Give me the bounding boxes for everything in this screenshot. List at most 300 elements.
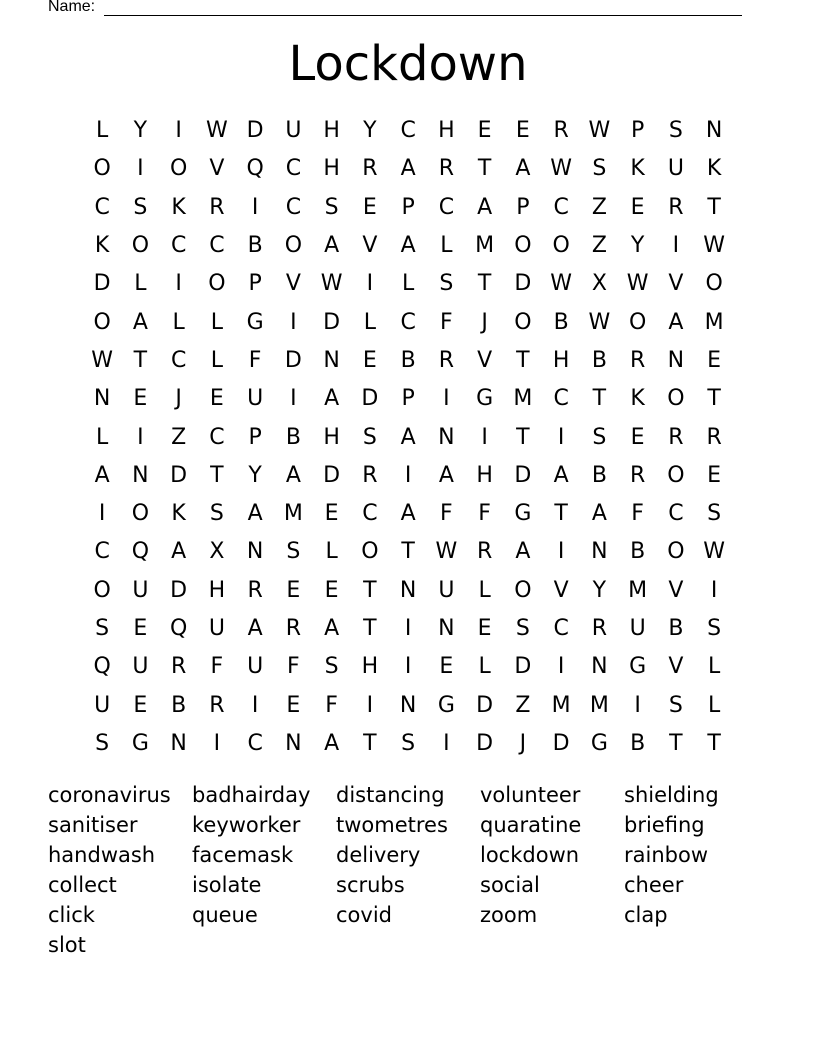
grid-cell: T	[516, 347, 530, 373]
grid-cell: O	[514, 233, 532, 259]
grid-cell: A	[438, 462, 454, 488]
grid-cell: C	[247, 730, 263, 756]
grid-cell: D	[514, 654, 532, 680]
grid-cell: X	[591, 271, 607, 297]
grid-cell: J	[481, 309, 488, 335]
grid-cell: K	[630, 156, 645, 182]
grid-cell: Y	[248, 462, 262, 488]
grid-cell: T	[133, 347, 148, 373]
grid-cell: G	[437, 692, 455, 718]
word-bank-item: badhairday	[192, 783, 311, 807]
grid-cell: I	[404, 616, 412, 641]
grid-cell: W	[626, 271, 649, 297]
grid-cell: C	[170, 347, 187, 373]
grid-cell: T	[707, 386, 721, 412]
grid-cell: R	[668, 424, 684, 450]
grid-cell: T	[210, 462, 224, 488]
grid-cell: O	[514, 577, 532, 603]
word-bank-item: facemask	[192, 843, 294, 867]
grid-cell: S	[707, 616, 722, 641]
grid-cell: A	[400, 424, 416, 450]
grid-cell: E	[286, 577, 301, 603]
grid-cell: N	[132, 462, 149, 488]
grid-row	[83, 610, 733, 648]
grid-cell: L	[478, 654, 491, 680]
grid-cell: D	[170, 577, 188, 603]
grid-row	[83, 725, 733, 763]
grid-cell: C	[94, 194, 110, 220]
grid-cell: Y	[133, 118, 148, 144]
grid-cell: O	[93, 156, 111, 182]
grid-cell: U	[132, 577, 149, 603]
grid-row	[83, 572, 733, 610]
grid-cell: K	[171, 194, 186, 220]
grid-cell: E	[707, 347, 722, 373]
grid-cell: K	[706, 156, 722, 182]
word-bank-item: zoom	[480, 903, 538, 927]
grid-cell: N	[667, 347, 685, 373]
grid-cell: C	[400, 118, 416, 144]
grid-cell: B	[668, 616, 684, 641]
grid-cell: B	[285, 424, 301, 450]
grid-cell: Z	[591, 233, 607, 259]
grid-cell: F	[440, 309, 453, 335]
grid-cell: R	[170, 654, 187, 680]
grid-cell: F	[325, 692, 338, 718]
grid-cell: A	[324, 616, 340, 641]
word-bank-item: quaratine	[480, 813, 582, 837]
grid-cell: N	[591, 539, 608, 565]
grid-cell: K	[171, 501, 186, 527]
grid-cell: P	[401, 386, 415, 412]
grid-cell: A	[324, 730, 340, 756]
grid-cell: O	[667, 386, 685, 412]
grid-cell: O	[361, 539, 379, 565]
grid-cell: W	[91, 347, 113, 373]
grid-cell: I	[213, 730, 221, 756]
grid-cell: U	[208, 616, 225, 641]
grid-cell: D	[514, 271, 532, 297]
grid-cell: M	[551, 692, 571, 718]
grid-cell: V	[668, 654, 684, 680]
word-bank-item: distancing	[336, 783, 445, 807]
grid-cell: A	[247, 616, 263, 641]
grid-cell: C	[553, 194, 569, 220]
grid-row	[83, 495, 733, 533]
word-bank-item: lockdown	[480, 843, 580, 867]
grid-cell: K	[94, 233, 110, 259]
grid-cell: N	[170, 730, 187, 756]
word-bank-item: isolate	[192, 873, 262, 897]
grid-cell: Y	[592, 577, 607, 603]
grid-cell: J	[175, 386, 182, 412]
grid-cell: N	[246, 539, 264, 565]
grid-row	[83, 686, 733, 724]
grid-cell: N	[399, 692, 417, 718]
grid-cell: A	[400, 156, 416, 182]
grid-cell: A	[132, 309, 148, 335]
grid-cell: L	[134, 271, 147, 297]
grid-cell: T	[554, 501, 568, 527]
grid-cell: D	[361, 386, 379, 412]
grid-cell: U	[285, 118, 302, 144]
word-bank-item: click	[48, 903, 95, 927]
word-bank-item: rainbow	[624, 843, 708, 867]
grid-cell: S	[592, 424, 607, 450]
grid-cell: S	[707, 501, 722, 527]
grid-cell: I	[251, 692, 259, 718]
grid-cell: V	[285, 271, 301, 297]
grid-cell: I	[443, 386, 450, 412]
grid-cell: A	[324, 386, 340, 412]
grid-cell: H	[361, 654, 379, 680]
grid-cell: F	[210, 654, 224, 680]
grid-cell: M	[513, 386, 533, 412]
grid-row	[83, 457, 733, 495]
grid-cell: A	[477, 194, 493, 220]
word-bank-item: scrubs	[336, 873, 405, 897]
grid-cell: N	[705, 118, 723, 144]
word-bank-item: briefing	[624, 813, 705, 837]
grid-cell: O	[667, 462, 685, 488]
grid-cell: C	[400, 309, 416, 335]
grid-cell: E	[209, 386, 224, 412]
grid-row	[83, 418, 733, 456]
grid-cell: U	[247, 386, 264, 412]
grid-cell: V	[668, 577, 684, 603]
grid-cell: T	[707, 194, 721, 220]
grid-cell: G	[246, 309, 264, 335]
grid-cell: R	[209, 194, 225, 220]
grid-cell: V	[553, 577, 569, 603]
word-bank-item: collect	[48, 873, 117, 897]
letter-grid	[83, 112, 733, 763]
word-bank-item: keyworker	[192, 813, 301, 837]
grid-cell: Y	[363, 118, 377, 144]
grid-cell: T	[401, 539, 415, 565]
grid-cell: T	[363, 577, 377, 603]
grid-cell: R	[285, 616, 302, 641]
grid-cell: E	[515, 118, 530, 144]
grid-cell: R	[209, 692, 225, 718]
word-bank-item: covid	[336, 903, 392, 927]
grid-cell: L	[478, 577, 491, 603]
grid-cell: S	[324, 654, 339, 680]
grid-cell: I	[137, 424, 144, 450]
grid-cell: G	[590, 730, 608, 756]
grid-cell: E	[324, 577, 339, 603]
grid-cell: O	[628, 309, 647, 335]
grid-cell: N	[591, 654, 608, 680]
grid-cell: P	[401, 194, 415, 220]
grid-cell: O	[705, 271, 723, 297]
grid-cell: E	[439, 654, 454, 680]
grid-cell: N	[285, 730, 302, 756]
word-bank-item: twometres	[336, 813, 448, 837]
grid-cell: S	[668, 118, 683, 144]
grid-cell: S	[133, 194, 148, 220]
grid-cell: T	[477, 156, 492, 182]
grid-cell: S	[209, 501, 224, 527]
grid-cell: E	[477, 118, 492, 144]
grid-cell: O	[93, 577, 111, 603]
grid-cell: R	[476, 539, 493, 565]
grid-row	[83, 533, 733, 571]
grid-cell: R	[247, 577, 263, 603]
grid-cell: S	[401, 730, 416, 756]
grid-cell: N	[323, 347, 340, 373]
grid-cell: M	[628, 577, 648, 603]
grid-cell: C	[438, 194, 455, 220]
grid-row	[83, 150, 733, 188]
grid-cell: O	[131, 501, 150, 527]
name-line	[104, 15, 742, 16]
grid-cell: A	[285, 462, 301, 488]
word-bank-item: delivery	[336, 843, 421, 867]
grid-cell: L	[95, 424, 109, 450]
grid-cell: N	[399, 577, 417, 603]
grid-cell: E	[477, 616, 492, 641]
grid-cell: I	[404, 462, 412, 488]
grid-cell: Q	[131, 539, 150, 565]
grid-cell: N	[93, 386, 111, 412]
grid-cell: C	[285, 156, 302, 182]
grid-cell: S	[592, 156, 607, 182]
grid-cell: I	[366, 692, 374, 718]
grid-cell: R	[706, 424, 722, 450]
grid-cell: A	[515, 539, 531, 565]
grid-cell: G	[514, 501, 532, 527]
grid-cell: J	[519, 730, 527, 756]
grid-cell: V	[668, 271, 684, 297]
grid-row	[83, 227, 733, 265]
grid-cell: C	[209, 424, 225, 450]
grid-cell: B	[171, 692, 187, 718]
grid-cell: E	[630, 194, 645, 220]
grid-cell: C	[285, 194, 302, 220]
grid-cell: I	[98, 501, 106, 527]
grid-cell: T	[363, 730, 377, 756]
grid-cell: F	[287, 654, 300, 680]
grid-cell: W	[320, 271, 343, 297]
grid-cell: I	[175, 271, 182, 297]
grid-cell: U	[438, 577, 455, 603]
grid-cell: C	[553, 386, 569, 412]
grid-cell: R	[362, 462, 378, 488]
grid-cell: F	[631, 501, 644, 527]
grid-cell: R	[668, 194, 684, 220]
grid-cell: R	[629, 347, 646, 373]
grid-cell: E	[362, 347, 377, 373]
grid-cell: I	[557, 539, 565, 565]
grid-cell: I	[366, 271, 374, 297]
grid-cell: O	[169, 156, 188, 182]
grid-cell: A	[247, 501, 263, 527]
grid-cell: T	[516, 424, 530, 450]
grid-cell: R	[553, 118, 569, 144]
grid-cell: P	[630, 118, 645, 144]
grid-cell: W	[550, 156, 572, 182]
grid-cell: T	[592, 386, 607, 412]
grid-cell: N	[438, 616, 455, 641]
grid-cell: S	[362, 424, 377, 450]
grid-cell: O	[93, 309, 111, 335]
word-bank-item: slot	[48, 933, 86, 957]
grid-cell: R	[438, 347, 455, 373]
grid-cell: C	[553, 616, 569, 641]
grid-cell: D	[93, 271, 111, 297]
grid-cell: H	[323, 118, 340, 144]
word-bank	[48, 780, 768, 960]
grid-cell: H	[438, 118, 455, 144]
grid-cell: D	[323, 309, 341, 335]
grid-cell: G	[629, 654, 647, 680]
grid-cell: C	[362, 501, 378, 527]
grid-cell: O	[667, 539, 685, 565]
grid-row	[83, 648, 733, 686]
grid-cell: L	[210, 309, 223, 335]
grid-cell: R	[438, 156, 455, 182]
grid-cell: H	[552, 347, 570, 373]
grid-cell: W	[703, 233, 725, 259]
grid-cell: P	[248, 424, 262, 450]
grid-cell: V	[362, 233, 378, 259]
grid-cell: F	[248, 347, 262, 373]
grid-cell: A	[400, 501, 416, 527]
word-bank-item: volunteer	[480, 783, 581, 807]
grid-cell: I	[251, 194, 259, 220]
grid-cell: H	[323, 156, 340, 182]
grid-cell: E	[707, 462, 722, 488]
grid-cell: I	[137, 156, 144, 182]
grid-cell: S	[286, 539, 301, 565]
grid-cell: I	[672, 233, 680, 259]
grid-cell: U	[132, 654, 149, 680]
grid-cell: O	[552, 233, 570, 259]
grid-cell: Q	[169, 616, 188, 641]
grid-cell: L	[440, 233, 453, 259]
grid-cell: Z	[591, 194, 607, 220]
grid-cell: I	[290, 386, 297, 412]
grid-cell: D	[552, 730, 570, 756]
grid-cell: U	[94, 692, 111, 718]
grid-cell: N	[438, 424, 455, 450]
word-bank-item: cheer	[624, 873, 684, 897]
grid-cell: Q	[93, 654, 111, 680]
word-bank-item: queue	[192, 903, 258, 927]
grid-cell: E	[133, 616, 148, 641]
grid-cell: I	[175, 118, 182, 144]
grid-cell: B	[400, 347, 416, 373]
grid-cell: I	[634, 692, 641, 718]
grid-cell: L	[401, 271, 415, 297]
grid-cell: A	[668, 309, 684, 335]
grid-cell: I	[404, 654, 412, 680]
grid-cell: B	[630, 539, 646, 565]
grid-cell: H	[323, 424, 340, 450]
grid-cell: I	[710, 577, 718, 603]
grid-cell: E	[286, 692, 301, 718]
grid-cell: C	[668, 501, 684, 527]
grid-cell: U	[247, 654, 264, 680]
grid-cell: C	[170, 233, 187, 259]
grid-cell: L	[707, 654, 721, 680]
grid-cell: T	[477, 271, 492, 297]
grid-cell: B	[591, 462, 607, 488]
grid-cell: I	[481, 424, 488, 450]
grid-cell: T	[707, 730, 721, 756]
grid-cell: R	[362, 156, 378, 182]
grid-cell: U	[629, 616, 646, 641]
grid-cell: A	[171, 539, 187, 565]
grid-cell: P	[516, 194, 530, 220]
grid-cell: S	[95, 616, 110, 641]
name-field	[48, 0, 742, 18]
grid-cell: U	[667, 156, 684, 182]
grid-cell: I	[557, 654, 565, 680]
grid-cell: I	[557, 424, 565, 450]
grid-cell: G	[476, 386, 494, 412]
grid-cell: W	[703, 539, 725, 565]
grid-cell: S	[439, 271, 454, 297]
grid-cell: M	[475, 233, 495, 259]
grid-cell: O	[208, 271, 226, 297]
grid-cell: V	[477, 347, 493, 373]
word-bank-item: coronavirus	[48, 783, 171, 807]
grid-cell: L	[95, 118, 109, 144]
grid-cell: P	[248, 271, 262, 297]
grid-cell: E	[133, 692, 148, 718]
grid-cell: R	[629, 462, 646, 488]
grid-cell: H	[476, 462, 493, 488]
grid-cell: W	[205, 118, 228, 144]
word-bank-item: clap	[624, 903, 668, 927]
grid-cell: G	[131, 730, 149, 756]
grid-cell: L	[172, 309, 185, 335]
grid-row	[83, 265, 733, 303]
word-bank-item: social	[480, 873, 540, 897]
grid-cell: Z	[515, 692, 531, 718]
grid-row	[83, 380, 733, 418]
grid-cell: Z	[171, 424, 187, 450]
grid-cell: F	[478, 501, 491, 527]
grid-cell: K	[630, 386, 645, 412]
grid-cell: S	[668, 692, 683, 718]
grid-cell: O	[284, 233, 303, 259]
grid-cell: D	[170, 462, 188, 488]
word-bank-item: handwash	[48, 843, 156, 867]
grid-cell: L	[707, 692, 721, 718]
grid-cell: Y	[630, 233, 645, 259]
grid-cell: W	[435, 539, 458, 565]
grid-cell: A	[324, 233, 340, 259]
grid-cell: D	[514, 462, 532, 488]
grid-cell: M	[704, 309, 724, 335]
grid-cell: S	[324, 194, 339, 220]
grid-cell: D	[476, 730, 494, 756]
grid-cell: R	[591, 616, 608, 641]
grid-cell: B	[591, 347, 607, 373]
grid-cell: O	[131, 233, 150, 259]
grid-cell: W	[550, 271, 572, 297]
grid-cell: D	[323, 462, 341, 488]
grid-cell: E	[362, 194, 377, 220]
grid-cell: S	[95, 730, 110, 756]
grid-cell: L	[363, 309, 376, 335]
grid-cell: A	[94, 462, 110, 488]
page-title: Lockdown	[288, 36, 528, 92]
grid-cell: E	[630, 424, 645, 450]
